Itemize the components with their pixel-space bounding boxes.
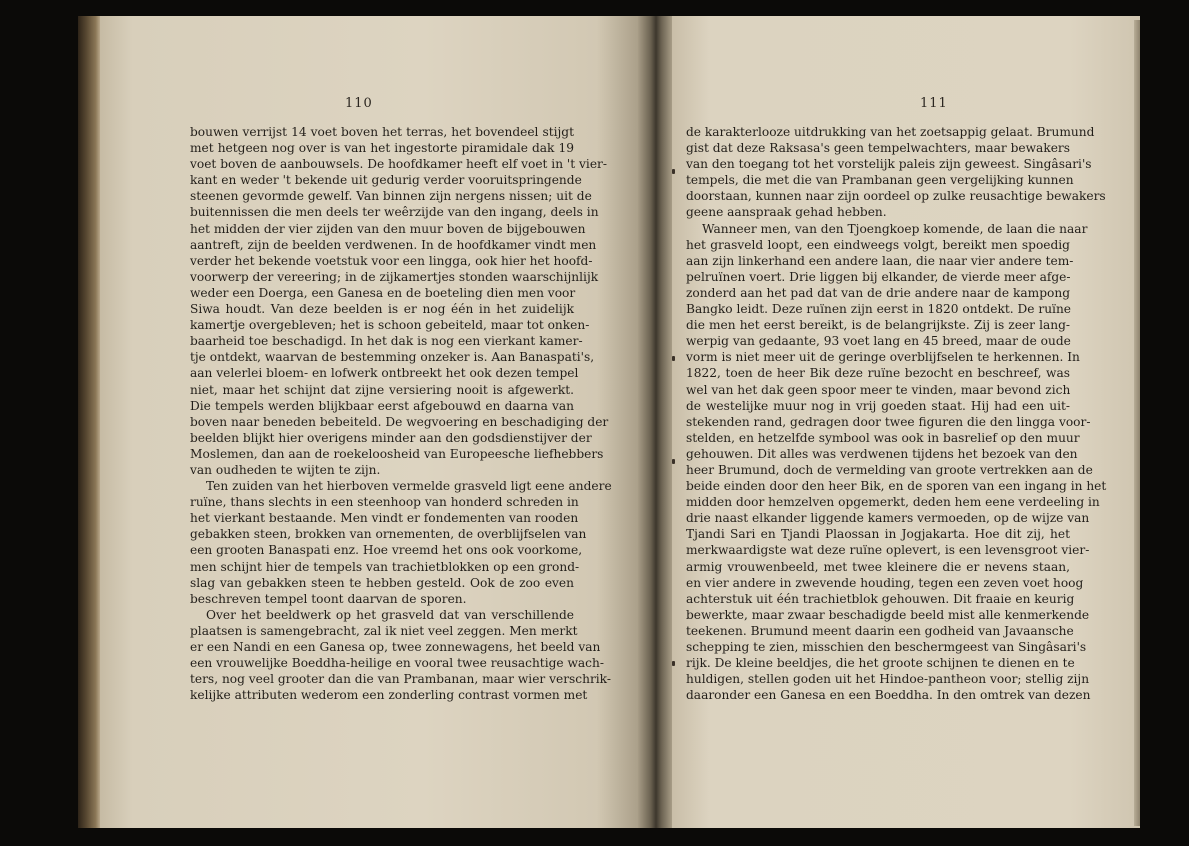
text-line: kant en weder 't bekende uit gedurig verder vooruitspringende [190, 173, 582, 188]
text-line: pelruïnen voert. Drie liggen bij elkander, de vierde meer afge- [686, 269, 1071, 284]
text-line: rijk. De kleine beeldjes, die het groote schijnen te dienen en te [686, 656, 1075, 671]
text-line: teekenen. Brumund meent daarin een godheid van Javaansche [686, 623, 1074, 638]
text-line: Moslemen, dan aan de roekeloosheid van Europeesche liefhebbers [190, 446, 604, 461]
text-line: een grooten Banaspati enz. Hoe vreemd het ons ook voorkome, [190, 543, 583, 558]
text-line: huldigen, stellen goden uit het Hindoe-pantheon voor; stellig zijn [686, 672, 1090, 687]
text-line: stekenden rand, gedragen door twee figuren die den lingga voor- [686, 414, 1091, 429]
text-line: plaatsen is samengebracht, zal ik niet veel zeggen. Men merkt [190, 623, 578, 638]
text-line: boven naar beneden bebeiteld. De wegvoering en beschadiging der [190, 414, 609, 429]
text-line: gehouwen. Dit alles was verdwenen tijdens het bezoek van den [686, 446, 1078, 461]
text-line: niet, maar het schijnt dat zijne versiering nooit is afgewerkt. [190, 382, 574, 397]
left-page-number: 110 [345, 96, 373, 111]
text-line: achterstuk uit één trachietblok gehouwen. Dit fraaie en keurig [686, 591, 1075, 606]
text-line: beelden blijkt hier overigens minder aan den godsdienstijver der [190, 430, 592, 445]
text-line: en vier andere in zwevende houding, tegen een zeven voet hoog [686, 575, 1084, 590]
text-line: tempels, die met die van Prambanan geen vergelijking kunnen [686, 173, 1074, 188]
text-line: beide einden door den heer Bik, en de sporen van een ingang in het [686, 479, 1107, 494]
text-line: kelijke attributen wederom een zonderling contrast vormen met [190, 688, 588, 703]
right-page-text [686, 124, 1107, 703]
right-page-number: 111 [920, 96, 948, 111]
text-line: ruïne, thans slechts in een steenhoop van honderd schreden in [190, 495, 579, 510]
text-line: wel van het dak geen spoor meer te vinden, maar bevond zich [686, 382, 1071, 397]
text-line: bewerkte, maar zwaar beschadigde beeld mist alle kenmerkende [686, 607, 1090, 622]
text-line: van oudheden te wijten te zijn. [190, 462, 381, 477]
text-line: steenen gevormde gewelf. Van binnen zijn nergens nissen; uit de [190, 189, 592, 204]
text-line: met hetgeen nog over is van het ingestorte piramidale dak 19 [190, 141, 574, 156]
text-line: gist dat deze Raksasa's geen tempelwachters, maar bewakers [686, 141, 1070, 156]
text-line: het midden der vier zijden van den muur boven de bijgebouwen [190, 221, 586, 236]
text-line: die men het eerst bereikt, is de belangrijkste. Zij is zeer lang- [686, 318, 1070, 333]
right-page [672, 16, 1140, 828]
left-page-text [190, 124, 612, 703]
text-line: gebakken steen, brokken van ornementen, de overblijfselen van [190, 527, 587, 542]
text-line: drie naast elkander liggende kamers vermoeden, op de wijze van [686, 511, 1090, 526]
text-line: aan velerlei bloem- en lofwerk ontbreekt het ook dezen tempel [190, 366, 579, 381]
text-line: midden door hemzelven opgemerkt, deden hem eene verdeeling in [686, 495, 1100, 510]
text-line: van den toegang tot het vorstelijk paleis zijn geweest. Singâsari's [686, 157, 1092, 172]
text-line: ters, nog veel grooter dan die van Prambanan, maar wier verschrik- [190, 672, 611, 687]
text-line: aantreft, zijn de beelden verdwenen. In de hoofdkamer vindt men [190, 237, 597, 252]
text-line: Over het beeldwerk op het grasveld dat van verschillende [206, 607, 574, 622]
text-line: Siwa houdt. Van deze beelden is er nog één in het zuidelijk [190, 302, 574, 317]
text-line: merkwaardigste wat deze ruïne oplevert, is een levensgroot vier- [686, 543, 1090, 558]
text-line: werpig van gedaante, 93 voet lang en 45 breed, maar de oude [686, 334, 1071, 349]
open-book [78, 16, 1140, 828]
text-line: geene aanspraak gehad hebben. [686, 205, 887, 220]
text-line: het vierkant bestaande. Men vindt er fondementen van rooden [190, 511, 579, 526]
text-line: 1822, toen de heer Bik deze ruïne bezocht en beschreef, was [686, 366, 1070, 381]
text-line: schepping te zien, misschien den beschermgeest van Singâsari's [686, 640, 1087, 654]
text-line: de westelijke muur nog in vrij goeden staat. Hij had een uit- [686, 398, 1070, 413]
text-line: doorstaan, kunnen naar zijn oordeel op zulke reusachtige bewakers [686, 189, 1106, 204]
book-spine [78, 16, 100, 828]
text-line: Tjandi Sari en Tjandi Plaossan in Jogjakarta. Hoe dit zij, het [686, 527, 1070, 542]
text-line: buitennissen die men deels ter weêrzijde van den ingang, deels in [190, 205, 599, 220]
text-line: tje ontdekt, waarvan de bestemming onzeker is. Aan Banaspati's, [190, 350, 595, 365]
book-gutter [638, 16, 674, 828]
text-line: Wanneer men, van den Tjoengkoep komende, de laan die naar [702, 221, 1088, 236]
text-line: voorwerp der vereering; in de zijkamertjes stonden waarschijnlijk [190, 269, 599, 284]
text-line: slag van gebakken steen te hebben gesteld. Ook de zoo even [190, 575, 574, 590]
text-line: armig vrouwenbeeld, met twee kleinere die er nevens staan, [686, 559, 1070, 574]
text-line: verder het bekende voetstuk voor een lingga, ook hier het hoofd- [190, 253, 593, 268]
text-line: vorm is niet meer uit de geringe overblijfselen te herkennen. In [686, 350, 1080, 365]
left-page [100, 16, 640, 828]
text-line: stelden, en hetzelfde symbool was ook in basrelief op den muur [686, 430, 1080, 445]
text-line: Die tempels werden blijkbaar eerst afgebouwd en daarna van [190, 398, 574, 413]
text-line: men schijnt hier de tempels van trachietblokken op een grond- [190, 559, 580, 574]
text-line: heer Brumund, doch de vermelding van groote vertrekken aan de [686, 462, 1093, 477]
text-line: weder een Doerga, een Ganesa en de boeteling dien men voor [190, 285, 576, 300]
text-line: er een Nandi en een Ganesa op, twee zonnewagens, het beeld van [190, 640, 601, 654]
text-line: het grasveld loopt, een eindweegs volgt, bereikt men spoedig [686, 237, 1070, 252]
text-line: een vrouwelijke Boeddha-heilige en vooral twee reusachtige wach- [190, 656, 604, 671]
text-line: aan zijn linkerhand een andere laan, die naar vier andere tem- [686, 253, 1074, 268]
text-line: baarheid toe beschadigd. In het dak is nog een vierkant kamer- [190, 334, 583, 349]
text-line: Ten zuiden van het hierboven vermelde grasveld ligt eene andere [206, 479, 612, 494]
text-line: de karakterlooze uitdrukking van het zoetsappig gelaat. Brumund [686, 125, 1095, 139]
text-line: beschreven tempel toont daarvan de sporen. [190, 591, 467, 606]
page-edges [1134, 20, 1140, 826]
text-line: kamertje overgebleven; het is schoon gebeiteld, maar tot onken- [190, 318, 590, 333]
text-line: voet boven de aanbouwsels. De hoofdkamer heeft elf voet in 't vier- [190, 157, 607, 172]
text-line: bouwen verrijst 14 voet boven het terras, het bovendeel stijgt [190, 125, 574, 139]
text-line: Bangko leidt. Deze ruïnen zijn eerst in 1820 ontdekt. De ruïne [686, 302, 1072, 317]
text-line: daaronder een Ganesa en een Boeddha. In den omtrek van dezen [686, 688, 1091, 703]
text-line: zonderd aan het pad dat van de drie andere naar de kampong [686, 285, 1070, 300]
